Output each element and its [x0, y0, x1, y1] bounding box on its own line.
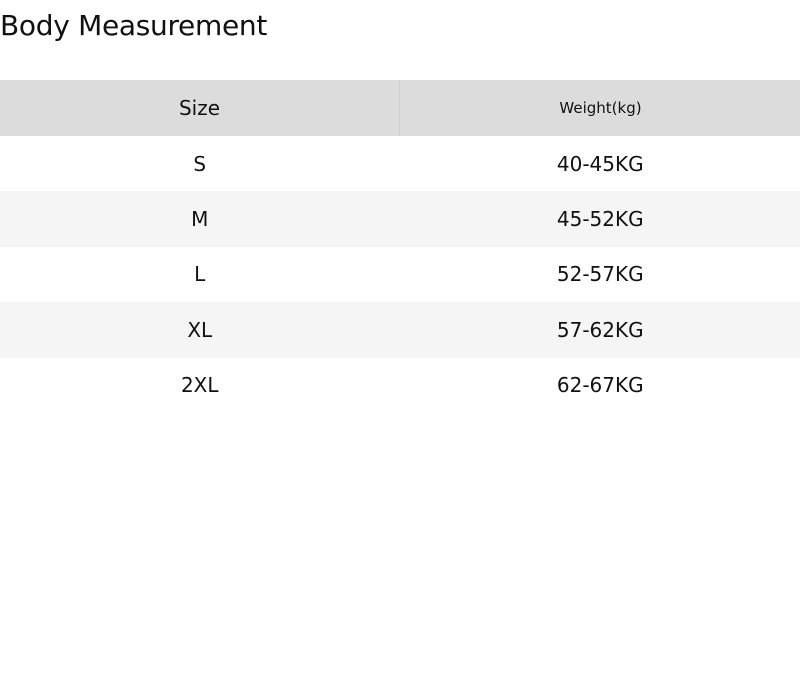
size-cell: M [191, 207, 209, 232]
table-row [0, 302, 800, 357]
weight-cell: 57-62KG [556, 317, 644, 342]
weight-cell: 45-52KG [556, 207, 644, 232]
weight-cell: 40-45KG [556, 151, 644, 176]
size-chart-table [0, 80, 800, 413]
table-row [0, 136, 800, 191]
size-cell: XL [187, 317, 213, 342]
table-body [0, 136, 800, 413]
table-row [0, 247, 800, 302]
size-cell: S [193, 151, 207, 176]
size-cell: L [194, 262, 206, 287]
table-header [0, 80, 800, 136]
table-header-row [0, 80, 800, 136]
page-title: Body Measurement [0, 9, 268, 42]
weight-cell: 52-57KG [556, 262, 644, 287]
weight-cell: 62-67KG [556, 373, 644, 398]
size-cell: 2XL [180, 373, 219, 398]
table-row [0, 358, 800, 413]
table-row [0, 191, 800, 246]
size-column-header: Size [0, 80, 400, 136]
weight-column-header: Weight(kg) [559, 99, 642, 117]
